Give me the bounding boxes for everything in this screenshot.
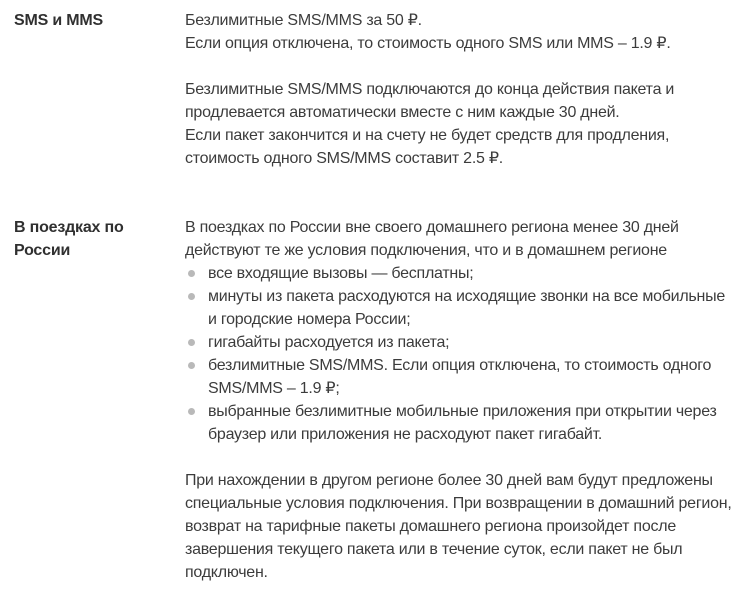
row-content-travel-russia [185, 216, 737, 584]
sms-option-off-line: Если опция отключена, то стоимость одного SMS или MMS – 1.9 ₽. [185, 35, 671, 52]
row-content-sms-mms [185, 9, 737, 170]
sms-price-line: Безлимитные SMS/MMS за 50 ₽. [185, 12, 422, 29]
sms-price-paragraph [185, 9, 737, 55]
travel-outro-paragraph: При нахождении в другом регионе более 30 дней вам будут предложены специальные условия подключения. При возвращении в домашний регион, возврат на тарифные пакеты домашнего региона произойдет после завершения текущего пакета или в течение суток, если пакет не был подключен. [185, 472, 732, 581]
travel-conditions-list [185, 262, 737, 446]
row-label-travel-russia: В поездках по России [14, 219, 124, 259]
sms-package-end-line: Если пакет закончится и на счету не будет средств для продления, стоимость одного SMS/MMS составит 2.5 ₽. [185, 127, 670, 167]
travel-intro-paragraph: В поездках по России вне своего домашнего региона менее 30 дней действуют те же условия подключения, что и в домашнем регионе [185, 219, 679, 259]
list-item-unlimited-sms: безлимитные SMS/MMS. Если опция отключена, то стоимость одного SMS/MMS – 1.9 ₽; [185, 354, 737, 400]
list-item-gigabytes: гигабайты расходуется из пакета; [185, 331, 737, 354]
list-item-incoming-calls: все входящие вызовы — бесплатны; [185, 262, 737, 285]
sms-renewal-paragraph [185, 78, 737, 170]
list-item-unlimited-apps: выбранные безлимитные мобильные приложения при открытии через браузер или приложения не расходуют пакет гигабайт. [185, 400, 737, 446]
row-label-sms-mms: SMS и MMS [14, 12, 103, 29]
section-travel-russia [14, 216, 737, 584]
sms-renewal-line: Безлимитные SMS/MMS подключаются до конца действия пакета и продлевается автоматически вместе с ним каждые 30 дней. [185, 81, 675, 121]
list-item-package-minutes: минуты из пакета расходуются на исходящие звонки на все мобильные и городские номера России; [185, 285, 737, 331]
section-sms-mms [14, 9, 737, 170]
